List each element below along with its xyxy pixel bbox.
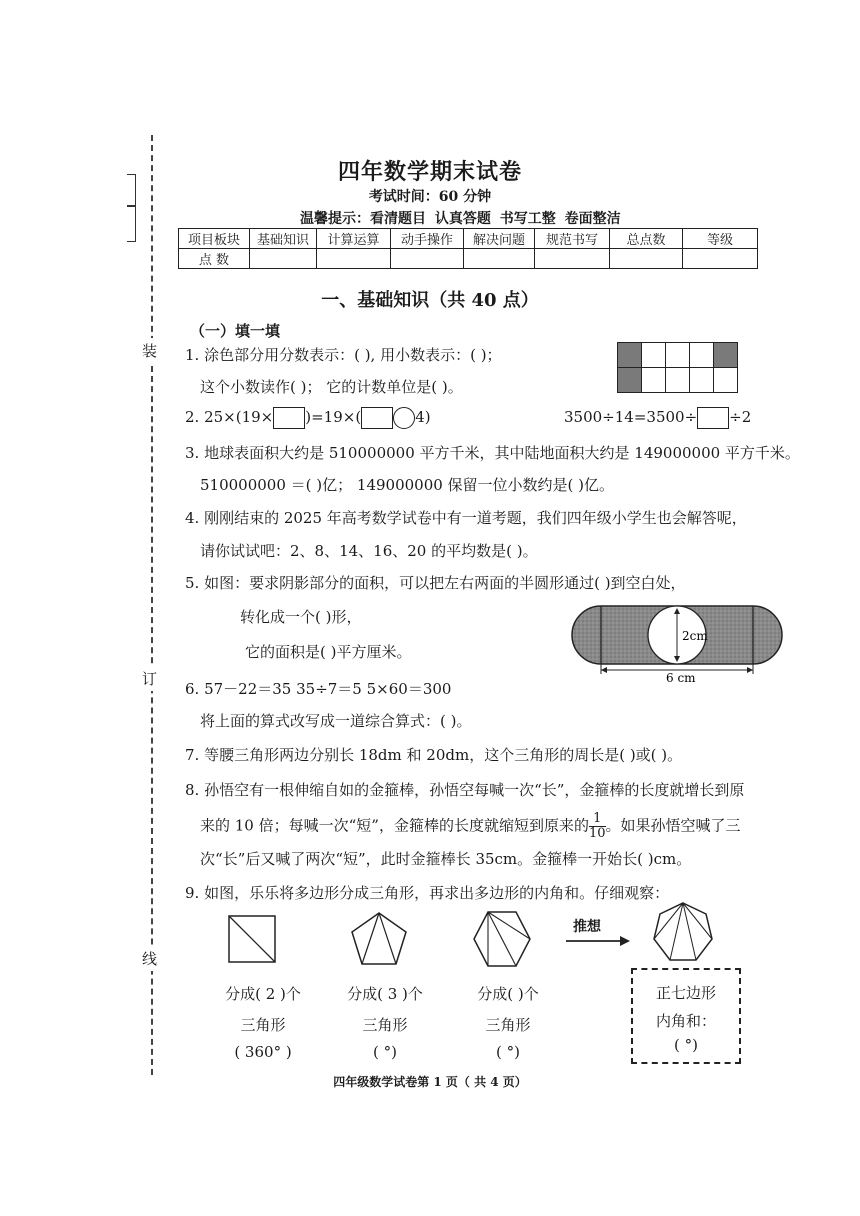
question-8-line-a: 8. 孙悟空有一根伸缩自如的金箍棒，孙悟空每喊一次“长”，金箍棒的长度就增长到原 <box>185 781 745 799</box>
shaded-grid-figure <box>617 342 738 393</box>
answer-box[interactable] <box>697 407 729 429</box>
label-angle-sum: ( °) <box>496 1043 520 1061</box>
binding-char-xian: 线 <box>142 946 157 971</box>
score-header-cell: 等级 <box>683 229 758 249</box>
q2-part-d: 3500÷14=3500÷ <box>564 408 698 426</box>
length-label: 6 cm <box>666 671 696 682</box>
binding-bracket-bottom <box>127 206 136 242</box>
arrow-icon <box>564 934 632 948</box>
heptagon-angle-label: 内角和： <box>655 1012 716 1030</box>
exam-title: 四年数学期末试卷 <box>337 159 522 185</box>
fraction-one-tenth <box>589 812 606 841</box>
exam-time: 考试时间：60 分钟 <box>368 189 492 205</box>
label-angle-sum: ( °) <box>373 1043 397 1061</box>
question-2-left <box>185 407 431 429</box>
stadium-figure <box>570 600 790 682</box>
heptagon-answer-box <box>631 968 741 1064</box>
question-6-line-b: 将上面的算式改写成一道综合算式：( )。 <box>200 712 472 730</box>
score-header-cell: 总点数 <box>610 229 683 249</box>
square-divided-figure <box>225 912 279 966</box>
q2-part-e: ÷2 <box>729 408 752 426</box>
question-1-line-a: 1. 涂色部分用分数表示：( ), 用小数表示：( )； <box>185 346 502 364</box>
q2-part-c: 4) <box>415 408 431 426</box>
answer-box[interactable] <box>361 407 393 429</box>
operator-circle[interactable] <box>393 407 415 429</box>
page-footer: 四年级数学试卷第 1 页（ 共 4 页） <box>333 1075 527 1089</box>
binding-char-zhuang: 装 <box>142 338 157 363</box>
question-3-line-a: 3. 地球表面积大约是 510000000 平方千米，其中陆地面积大约是 149000000 平方千米。 <box>185 444 800 462</box>
binding-dashed-line <box>151 135 153 1075</box>
score-input-cell[interactable] <box>610 249 683 269</box>
score-input-cell[interactable] <box>535 249 610 269</box>
question-8-line-b <box>200 812 741 841</box>
score-table <box>178 228 758 269</box>
hexagon-divided-figure <box>470 908 534 970</box>
question-7: 7. 等腰三角形两边分别长 18dm 和 20dm，这个三角形的周长是( )或( )。 <box>185 746 683 764</box>
section-title: 一、基础知识（共 40 点） <box>321 290 539 311</box>
question-2-right <box>564 407 751 429</box>
question-4-line-b: 请你试试吧：2、8、14、16、20 的平均数是( )。 <box>200 542 538 560</box>
question-1-line-b: 这个小数读作( )； 它的计数单位是( )。 <box>200 378 463 396</box>
label-triangle: 三角形 <box>240 1016 286 1034</box>
subsection-title: （一）填一填 <box>190 322 281 340</box>
q2-part-b: )=19×( <box>305 408 362 426</box>
score-header-cell: 计算运算 <box>317 229 391 249</box>
question-8-line-c: 次“长”后又喊了两次“短”，此时金箍棒长 35cm。金箍棒一开始长( )cm。 <box>200 850 692 868</box>
heptagon-angle-blank: ( °) <box>674 1036 698 1054</box>
pentagon-divided-figure <box>348 910 410 968</box>
score-header-cell: 项目板块 <box>179 229 250 249</box>
question-3-line-b: 510000000 ＝( )亿； 149000000 保留一位小数约是( )亿。 <box>200 476 615 494</box>
score-input-cell[interactable] <box>250 249 317 269</box>
question-5-line-c: 它的面积是( )平方厘米。 <box>245 643 412 661</box>
q8-text-2: 。如果孙悟空喊了三 <box>605 816 741 835</box>
question-5-line-a: 5. 如图：要求阴影部分的面积，可以把左右两面的半圆形通过( )到空白处， <box>185 574 686 592</box>
label-hexagon <box>458 983 558 1061</box>
question-5-line-b: 转化成一个( )形， <box>240 608 362 626</box>
question-6-line-a: 6. 57－22＝35 35÷7＝5 5×60＝300 <box>185 680 452 698</box>
score-header-cell: 动手操作 <box>391 229 464 249</box>
label-split-count: 分成( 2 )个 <box>225 985 301 1003</box>
score-header-cell: 解决问题 <box>464 229 535 249</box>
score-input-cell[interactable] <box>391 249 464 269</box>
label-square <box>213 983 313 1061</box>
label-split-count: 分成( )个 <box>477 985 539 1003</box>
answer-box[interactable] <box>273 407 305 429</box>
fraction-numerator: 1 <box>589 812 606 827</box>
fraction-denominator: 10 <box>588 826 606 841</box>
heptagon-divided-figure <box>650 900 716 966</box>
score-row-label: 点 数 <box>179 249 250 269</box>
infer-label: 推想 <box>573 919 601 935</box>
score-header-cell: 规范书写 <box>535 229 610 249</box>
score-input-cell[interactable] <box>317 249 391 269</box>
score-input-cell[interactable] <box>464 249 535 269</box>
q2-part-a: 2. 25×(19× <box>185 408 274 426</box>
label-angle-sum: ( 360° ) <box>234 1043 292 1061</box>
score-input-cell[interactable] <box>683 249 758 269</box>
label-triangle: 三角形 <box>485 1016 531 1034</box>
label-triangle: 三角形 <box>362 1016 408 1034</box>
binding-char-ding: 订 <box>142 666 157 691</box>
score-table-value-row <box>179 249 758 269</box>
question-4-line-a: 4. 刚刚结束的 2025 年高考数学试卷中有一道考题，我们四年级小学生也会解答呢， <box>185 509 747 527</box>
score-table-header-row <box>179 229 758 249</box>
question-9: 9. 如图，乐乐将多边形分成三角形，再求出多边形的内角和。仔细观察： <box>185 884 670 902</box>
score-header-cell: 基础知识 <box>250 229 317 249</box>
label-split-count: 分成( 3 )个 <box>347 985 423 1003</box>
label-pentagon <box>335 983 435 1061</box>
diameter-label: 2cm <box>682 629 708 643</box>
q8-text-1: 来的 10 倍；每喊一次“短”，金箍棒的长度就缩短到原来的 <box>200 816 589 835</box>
exam-tip: 温馨提示：看清题目 认真答题 书写工整 卷面整洁 <box>300 211 621 227</box>
heptagon-title: 正七边形 <box>655 984 716 1002</box>
